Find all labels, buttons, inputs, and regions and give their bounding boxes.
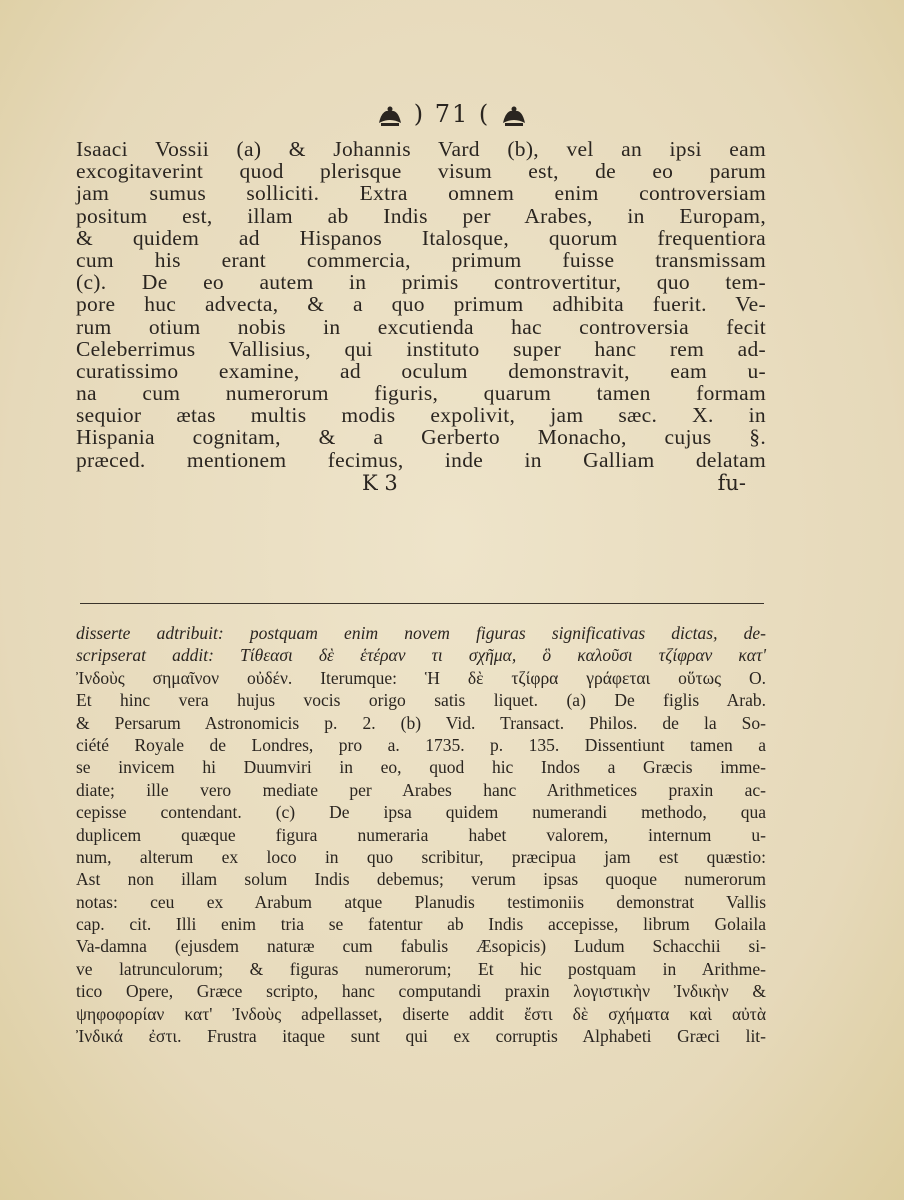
footnote-line: num, alterum ex loco in quo scribitur, præcipua jam est quæstio: [76, 846, 766, 867]
footnote-line: disserte adtribuit: postquam enim novem figuras significativas dictas, de- [76, 623, 766, 643]
text-line: jam sumus solliciti. Extra omnem enim controversiam [76, 181, 766, 206]
text-line: na cum numerorum figuris, quarum tamen formam [76, 381, 766, 406]
footnote-line: Ἰνδοὺς σημαῖνον οὐδέν. Iterumque: Ἡ δὲ τζίφρα γράφεται οὕτως Ο. [76, 667, 766, 688]
text-line: & quidem ad Hispanos Italosque, quorum frequentiora [76, 225, 766, 250]
footnote-line: & Persarum Astronomicis p. 2. (b) Vid. Transact. Philos. de la So- [76, 712, 766, 733]
text-line: pore huc advecta, & a quo primum adhibita fuerit. Ve- [76, 292, 766, 317]
text-line: sequior ætas multis modis expolivit, jam sæc. X. in [76, 403, 766, 428]
text-line: rum otium nobis in excutienda hac controversia fecit [76, 314, 766, 339]
text-line: Celeberrimus Vallisius, qui instituto super hanc rem ad- [76, 336, 766, 361]
footnote-line: ψηφοφορίαν κατ' Ἰνδοὺς adpellasset, diserte addit ἔστι δὲ σχήματα καὶ αὐτὰ [76, 1003, 766, 1024]
text-line: Hispania cognitam, & a Gerberto Monacho, cujus §. [76, 425, 766, 450]
ornament-right-icon [500, 105, 528, 127]
page-footer-marks [76, 471, 766, 495]
footnote-line: se invicem hi Duumviri in eo, quod hic Indos a Græcis imme- [76, 757, 766, 778]
signature-mark: K 3 [362, 470, 398, 495]
footnote-line: Va-damna (ejusdem naturæ cum fabulis Æsopicis) Ludum Schacchii si- [76, 936, 766, 957]
text-line: cum his erant commercia, primum fuisse transmissam [76, 247, 766, 272]
text-line: præced. mentionem fecimus, inde in Galliam delatam [76, 447, 766, 472]
footnote-line: scripserat addit: Τίθεασι δὲ ἑτέραν τι σχῆμα, ὃ καλοῦσι τζίφραν κατ' [76, 645, 766, 666]
text-line: (c). De eo autem in primis controvertitur, quo tem- [76, 270, 766, 295]
running-header [0, 100, 904, 128]
footnote-line: Et hinc vera hujus vocis origo satis liquet. (a) De figlis Arab. [76, 690, 766, 711]
catchword: fu- [717, 470, 746, 495]
text-line: positum est, illam ab Indis per Arabes, in Europam, [76, 203, 766, 228]
footnote-line: tico Opere, Græce scripto, hanc computandi praxin λογιστικὴν Ἰνδικὴν & [76, 981, 766, 1002]
footnotes [76, 622, 766, 1047]
header-bracket-right: ( [478, 100, 491, 128]
footnote-line: diate; ille vero mediate per Arabes hanc Arithmetices praxin ac- [76, 779, 766, 800]
footnote-line: cepisse contendant. (c) De ipsa quidem numerandi methodo, qua [76, 802, 766, 823]
header-bracket-left: ) [413, 100, 426, 128]
footnote-line: cap. cit. Illi enim tria se fatentur ab Indis accepisse, librum Golaila [76, 914, 766, 935]
text-line: Isaaci Vossii (a) & Johannis Vard (b), vel an ipsi eam [76, 137, 766, 161]
footnote-line: ciété Royale de Londres, pro a. 1735. p. 135. Dissentiunt tamen a [76, 734, 766, 755]
ornament-left-icon [376, 105, 404, 127]
page-number: 71 [434, 100, 470, 128]
text-line: curatissimo examine, ad oculum demonstravit, eam u- [76, 358, 766, 383]
text-line: excogitaverint quod plerisque visum est, de eo parum [76, 159, 766, 184]
footnote-line: duplicem quæque figura numeraria habet valorem, internum u- [76, 824, 766, 845]
footnote-line: Ἰνδικά ἐστι. Frustra itaque sunt qui ex corruptis Alphabeti Græci lit- [76, 1026, 766, 1047]
main-text [76, 138, 766, 495]
footnote-line: notas: ceu ex Arabum atque Planudis testimoniis demonstrat Vallis [76, 891, 766, 912]
footnote-line: Ast non illam solum Indis debemus; verum ipsas quoque numerorum [76, 869, 766, 890]
footnote-divider [80, 603, 764, 604]
footnote-line: ve latrunculorum; & figuras numerorum; Et hic postquam in Arithme- [76, 958, 766, 979]
